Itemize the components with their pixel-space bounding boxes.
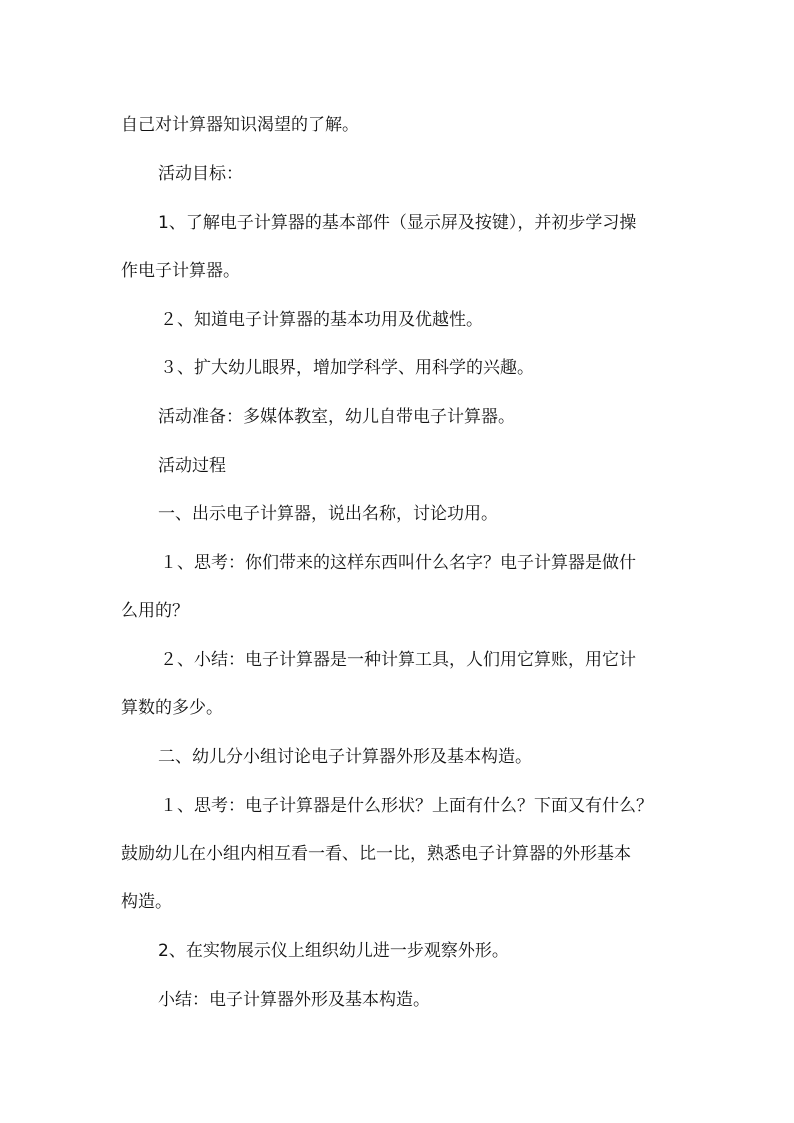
activity-preparation: 活动准备：多媒体教室，幼儿自带电子计算器。: [158, 407, 515, 427]
process-step-2-observe: 2、在实物展示仪上组织幼儿进一步观察外形。: [158, 941, 509, 961]
paragraph-line: 自己对计算器知识渴望的了解。: [121, 115, 359, 135]
process-step-1-think-continued: 么用的？: [121, 601, 189, 621]
section-heading-activity-goals: 活动目标：: [158, 164, 243, 184]
process-step-2-summary: 小结：电子计算器外形及基本构造。: [158, 990, 430, 1010]
process-step-1-summary: ２、小结：电子计算器是一种计算工具，人们用它算账，用它计: [160, 650, 636, 670]
goal-item-1: 1、了解电子计算器的基本部件（显示屏及按键），并初步学习操: [158, 213, 637, 233]
goal-item-3: ３、扩大幼儿眼界，增加学科学、用科学的兴趣。: [160, 358, 534, 378]
section-heading-activity-process: 活动过程: [158, 456, 226, 476]
process-step-2-think: １、思考：电子计算器是什么形状？上面有什么？下面又有什么？: [160, 796, 653, 816]
goal-item-1-continued: 作电子计算器。: [121, 261, 240, 281]
process-step-1-summary-continued: 算数的多少。: [121, 698, 223, 718]
process-step-2: 二、幼儿分小组讨论电子计算器外形及基本构造。: [158, 747, 532, 767]
goal-item-2: ２、知道电子计算器的基本功用及优越性。: [160, 310, 483, 330]
process-step-2-think-continued: 鼓励幼儿在小组内相互看一看、比一比，熟悉电子计算器的外形基本: [121, 844, 631, 864]
process-step-1: 一、出示电子计算器，说出名称，讨论功用。: [158, 504, 498, 524]
process-step-2-think-end: 构造。: [121, 892, 172, 912]
process-step-1-think: １、思考：你们带来的这样东西叫什么名字？电子计算器是做什: [160, 553, 636, 573]
